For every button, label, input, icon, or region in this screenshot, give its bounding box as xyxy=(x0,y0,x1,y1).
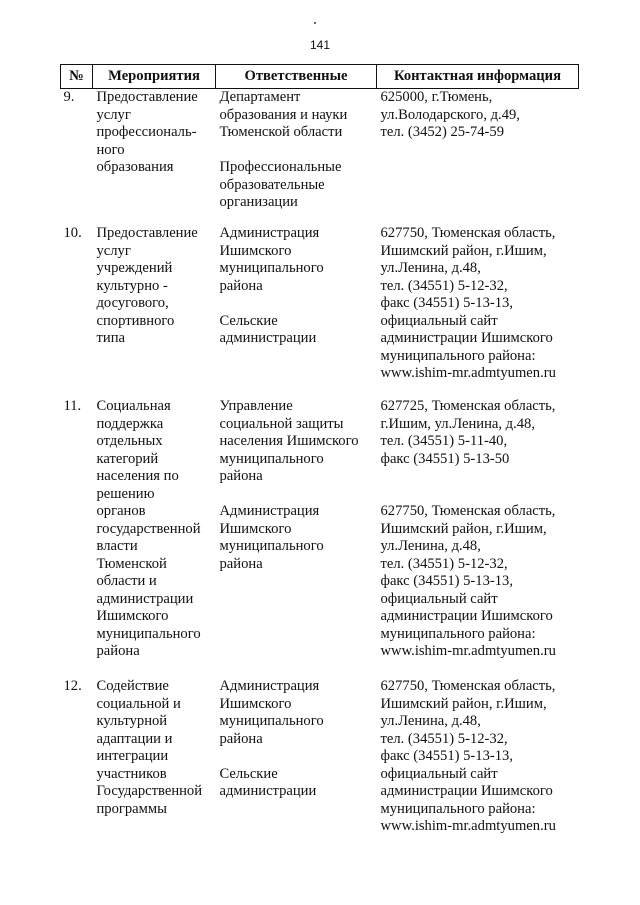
contact-cell xyxy=(377,89,579,226)
contact-line: тел. (34551) 5-11-40, xyxy=(380,433,508,449)
scan-speck xyxy=(314,22,316,24)
line-gap xyxy=(381,468,577,486)
responsible-line: района xyxy=(219,277,263,294)
responsible-cell xyxy=(216,678,377,858)
table-row xyxy=(61,678,579,858)
event-cell xyxy=(93,225,216,398)
table-row xyxy=(61,225,579,398)
event-line: района xyxy=(96,643,140,659)
contact-line: официальный сайт xyxy=(380,765,498,782)
event-line: Государственной xyxy=(96,783,203,799)
event-cell xyxy=(93,678,216,858)
responsible-cell xyxy=(216,89,377,226)
contact-line: www.ishim-mr.admtyumen.ru xyxy=(380,643,556,659)
responsible-line: муниципального xyxy=(219,713,324,729)
contact-line: г.Ишим, ул.Ленина, д.48, xyxy=(380,415,535,432)
contact-line: муниципального района: xyxy=(380,625,536,642)
contact-line: официальный сайт xyxy=(380,590,498,607)
event-line: адаптации и xyxy=(96,730,173,747)
event-line: программы xyxy=(96,800,167,817)
contact-line: муниципального района: xyxy=(380,800,536,817)
row-number: 12. xyxy=(63,678,82,694)
header-responsible: Ответственные xyxy=(216,65,377,89)
event-line: Тюменской xyxy=(96,555,167,572)
event-line: решению xyxy=(96,485,155,502)
contact-line: www.ishim-mr.admtyumen.ru xyxy=(380,365,556,381)
table-body xyxy=(61,89,579,859)
line-gap xyxy=(220,295,375,313)
page-number: 141 xyxy=(309,38,331,52)
contact-line: администрации Ишимского xyxy=(380,330,553,346)
contact-line: 627750, Тюменская область, xyxy=(380,225,556,241)
event-line: власти xyxy=(96,538,138,554)
contact-line: факс (34551) 5-13-13, xyxy=(380,295,513,311)
responsible-line: муниципального xyxy=(219,538,324,554)
line-gap xyxy=(220,748,375,766)
event-line: муниципального xyxy=(96,625,201,642)
row-number: 10. xyxy=(63,225,82,241)
contact-line: ул.Ленина, д.48, xyxy=(380,260,481,276)
contact-cell xyxy=(377,398,579,678)
event-line: образования xyxy=(96,159,174,175)
table-header-row xyxy=(61,65,579,89)
event-line: администрации xyxy=(96,590,194,607)
event-line: Социальная xyxy=(96,398,171,414)
responsible-line: администрации xyxy=(219,783,317,799)
line-gap xyxy=(220,486,375,504)
line-gap xyxy=(220,142,375,160)
event-line: профессиональ- xyxy=(96,124,197,140)
event-line: населения по xyxy=(96,468,179,484)
event-line: участников xyxy=(96,765,167,782)
contact-cell xyxy=(377,678,579,858)
contact-line: 627750, Тюменская область, xyxy=(380,503,556,519)
contact-line: Ишимский район, г.Ишим, xyxy=(380,242,547,259)
table-row xyxy=(61,89,579,226)
contact-line: администрации Ишимского xyxy=(380,608,553,624)
responsible-cell xyxy=(216,225,377,398)
contact-line: 625000, г.Тюмень, xyxy=(380,89,493,105)
responsible-line: района xyxy=(219,555,263,572)
event-line: услуг xyxy=(96,242,131,259)
event-line: органов xyxy=(96,503,146,519)
header-events: Мероприятия xyxy=(93,65,216,89)
event-cell xyxy=(93,398,216,678)
event-line: отдельных xyxy=(96,433,163,449)
responsible-line: Ишимского xyxy=(219,695,292,712)
responsible-line: Сельские xyxy=(219,765,278,782)
event-line: интеграции xyxy=(96,748,169,764)
responsible-line: Сельские xyxy=(219,312,278,329)
responsible-line: социальной защиты xyxy=(219,415,344,432)
contact-line: ул.Володарского, д.49, xyxy=(380,106,520,123)
event-line: ного xyxy=(96,141,125,158)
responsible-line: района xyxy=(219,730,263,747)
contact-cell xyxy=(377,225,579,398)
contact-line: 627725, Тюменская область, xyxy=(380,398,556,414)
event-line: государственной xyxy=(96,520,201,537)
event-line: учреждений xyxy=(96,260,173,276)
event-line: услуг xyxy=(96,106,131,123)
contact-line: ул.Ленина, д.48, xyxy=(380,538,481,554)
contact-line: муниципального района: xyxy=(380,347,536,364)
responsible-line: образования и науки xyxy=(219,106,348,123)
responsible-line: муниципального xyxy=(219,260,324,276)
event-line: Ишимского xyxy=(96,608,169,624)
responsible-line: Департамент xyxy=(219,89,301,105)
responsible-line: организации xyxy=(219,194,298,210)
responsible-line: Администрация xyxy=(219,503,320,519)
responsible-line: района xyxy=(219,468,263,484)
events-table xyxy=(60,64,579,858)
row-number: 11. xyxy=(63,398,82,414)
contact-line: тел. (34551) 5-12-32, xyxy=(380,730,508,747)
responsible-line: Ишимского xyxy=(219,520,292,537)
responsible-line: Управление xyxy=(219,398,293,414)
table-row xyxy=(61,398,579,678)
row-number: 9. xyxy=(63,89,75,105)
event-line: социальной и xyxy=(96,695,181,712)
contact-line: администрации Ишимского xyxy=(380,783,553,799)
event-line: Содействие xyxy=(96,678,169,694)
responsible-line: администрации xyxy=(219,330,317,346)
responsible-line: Администрация xyxy=(219,678,320,694)
contact-line: тел. (34551) 5-12-32, xyxy=(380,555,508,572)
event-cell xyxy=(93,89,216,226)
header-contact: Контактная информация xyxy=(377,65,579,89)
responsible-line: муниципального xyxy=(219,450,324,467)
contact-line: Ишимский район, г.Ишим, xyxy=(380,695,547,712)
contact-line: факс (34551) 5-13-13, xyxy=(380,748,513,764)
contact-line: факс (34551) 5-13-50 xyxy=(380,450,510,467)
contact-line: www.ishim-mr.admtyumen.ru xyxy=(380,818,556,834)
responsible-line: населения Ишимского xyxy=(219,433,359,449)
event-line: Предоставление xyxy=(96,225,198,241)
event-line: типа xyxy=(96,330,125,346)
event-line: спортивного xyxy=(96,312,175,329)
contact-line: Ишимский район, г.Ишим, xyxy=(380,520,547,537)
contact-line: тел. (34551) 5-12-32, xyxy=(380,277,508,294)
contact-line: факс (34551) 5-13-13, xyxy=(380,573,513,589)
responsible-line: Ишимского xyxy=(219,242,292,259)
responsible-cell xyxy=(216,398,377,678)
event-line: области и xyxy=(96,573,157,589)
contact-line: 627750, Тюменская область, xyxy=(380,678,556,694)
responsible-line: Тюменской области xyxy=(219,124,343,140)
responsible-line: Профессиональные xyxy=(219,159,342,175)
contact-line: ул.Ленина, д.48, xyxy=(380,713,481,729)
event-line: категорий xyxy=(96,450,159,467)
event-line: поддержка xyxy=(96,415,164,432)
event-line: культурной xyxy=(96,713,168,729)
contact-line: тел. (3452) 25-74-59 xyxy=(380,124,504,140)
event-line: Предоставление xyxy=(96,89,198,105)
event-line: досугового, xyxy=(96,295,169,311)
line-gap xyxy=(381,486,577,504)
contact-line: официальный сайт xyxy=(380,312,498,329)
responsible-line: образовательные xyxy=(219,176,325,193)
event-line: культурно - xyxy=(96,277,168,294)
responsible-line: Администрация xyxy=(219,225,320,241)
header-number: № xyxy=(61,65,93,89)
